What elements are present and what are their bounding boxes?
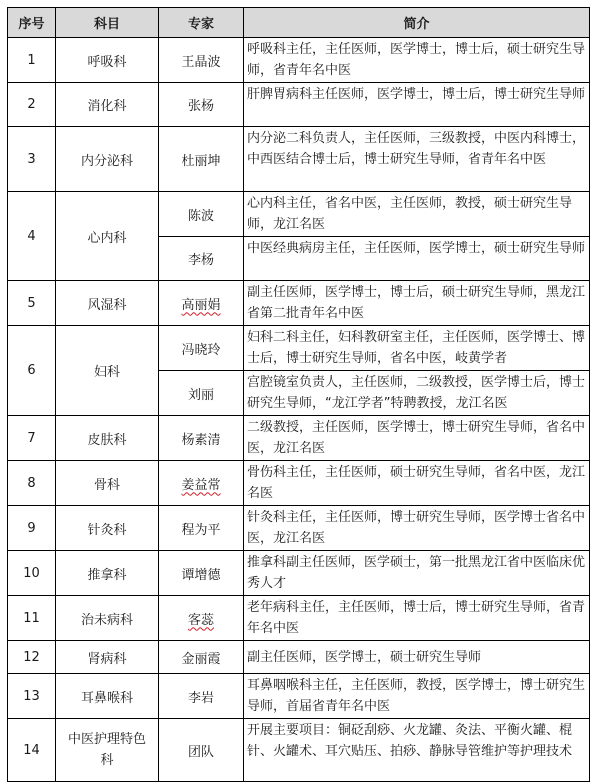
expert-cell: 陈波: [159, 192, 244, 237]
department-cell: 妇科: [56, 326, 159, 416]
expert-name: 高丽娟: [181, 297, 221, 313]
header-department: 科目: [56, 8, 159, 38]
expert-cell: [159, 596, 244, 641]
row-number: 5: [8, 281, 56, 326]
department-cell: 推拿科: [56, 551, 159, 596]
expert-name: 姜益常: [181, 477, 221, 493]
intro-cell: 耳鼻咽喉科主任，主任医师，教授，医学博士，博士研究生导师，首届省青年名中医: [244, 674, 590, 719]
expert-cell: 冯晓玲: [159, 326, 244, 371]
intro-cell: 副主任医师，医学博士，博士后，硕士研究生导师，黑龙江省第二批青年名中医: [244, 281, 590, 326]
intro-cell: 推拿科副主任医师，医学硕士，第一批黑龙江省中医临床优秀人才: [244, 551, 590, 596]
table-row: [8, 674, 590, 719]
table-row: [8, 596, 590, 641]
table-row: [8, 506, 590, 551]
intro-cell: 老年病科主任，主任医师，博士后，博士研究生导师，省青年名中医: [244, 596, 590, 641]
expert-cell: 团队: [159, 719, 244, 782]
row-number: 2: [8, 83, 56, 127]
row-number: 4: [8, 192, 56, 281]
expert-cell: 杜丽坤: [159, 127, 244, 192]
intro-cell: 副主任医师，医学博士，硕士研究生导师: [244, 641, 590, 674]
table-row: [8, 192, 590, 237]
row-number: 6: [8, 326, 56, 416]
department-cell: 中医护理特色科: [56, 719, 159, 782]
intro-cell: 开展主要项目：铜砭刮痧、火龙罐、灸法、平衡火罐、棍针、火罐术、耳穴贴压、拍痧、静脉导管维护等护理技术: [244, 719, 590, 782]
expert-cell: [159, 461, 244, 506]
row-number: 13: [8, 674, 56, 719]
expert-name: 客蕊: [187, 612, 214, 628]
table-row: [8, 641, 590, 674]
row-number: 10: [8, 551, 56, 596]
table-row: [8, 281, 590, 326]
expert-cell: 杨素清: [159, 416, 244, 461]
row-number: 12: [8, 641, 56, 674]
department-cell: 皮肤科: [56, 416, 159, 461]
department-cell: 耳鼻喉科: [56, 674, 159, 719]
intro-cell: 宫腔镜室负责人，主任医师，二级教授，医学博士后，博士研究生导师，“龙江学者”特聘教授，龙江名医: [244, 371, 590, 416]
row-number: 11: [8, 596, 56, 641]
row-number: 1: [8, 38, 56, 83]
header-number: 序号: [8, 8, 56, 38]
department-cell: 骨科: [56, 461, 159, 506]
expert-cell: [159, 281, 244, 326]
table-row: [8, 551, 590, 596]
department-cell: 消化科: [56, 83, 159, 127]
department-cell: 呼吸科: [56, 38, 159, 83]
intro-cell: 针灸科主任，主任医师，博士研究生导师，医学博士省名中医，龙江名医: [244, 506, 590, 551]
row-number: 8: [8, 461, 56, 506]
department-cell: 肾病科: [56, 641, 159, 674]
table-row: [8, 719, 590, 782]
header-introduction: 简介: [244, 8, 590, 38]
table-row: [8, 127, 590, 192]
department-cell: 治未病科: [56, 596, 159, 641]
table-row: [8, 461, 590, 506]
row-number: 7: [8, 416, 56, 461]
expert-cell: 王晶波: [159, 38, 244, 83]
expert-cell: 张杨: [159, 83, 244, 127]
table-row: [8, 416, 590, 461]
row-number: 14: [8, 719, 56, 782]
expert-cell: 李岩: [159, 674, 244, 719]
department-cell: 针灸科: [56, 506, 159, 551]
intro-cell: 骨伤科主任，主任医师，硕士研究生导师，省名中医，龙江名医: [244, 461, 590, 506]
table-row: [8, 38, 590, 83]
department-cell: 风湿科: [56, 281, 159, 326]
table-row: [8, 83, 590, 127]
expert-cell: 程为平: [159, 506, 244, 551]
header-expert: 专家: [159, 8, 244, 38]
expert-table: [7, 7, 590, 782]
intro-cell: 妇科二科主任，妇科教研室主任，主任医师，医学博士、博士后，博士研究生导师，省名中医，岐黄学者: [244, 326, 590, 371]
row-number: 3: [8, 127, 56, 192]
intro-cell: 二级教授，主任医师，医学博士，博士研究生导师，省名中医，龙江名医: [244, 416, 590, 461]
intro-cell: 心内科主任，省名中医，主任医师，教授，硕士研究生导师，龙江名医: [244, 192, 590, 237]
expert-cell: 李杨: [159, 237, 244, 281]
expert-cell: 金丽霞: [159, 641, 244, 674]
expert-cell: 刘丽: [159, 371, 244, 416]
department-cell: 内分泌科: [56, 127, 159, 192]
expert-cell: 谭增德: [159, 551, 244, 596]
intro-cell: 中医经典病房主任，主任医师，医学博士，硕士研究生导师: [244, 237, 590, 281]
intro-cell: 呼吸科主任，主任医师，医学博士，博士后，硕士研究生导师，省青年名中医: [244, 38, 590, 83]
table-row: [8, 326, 590, 371]
intro-cell: 肝脾胃病科主任医师，医学博士，博士后，博士研究生导师: [244, 83, 590, 127]
row-number: 9: [8, 506, 56, 551]
table-header-row: [8, 8, 590, 38]
intro-cell: 内分泌二科负责人，主任医师，三级教授，中医内科博士，中西医结合博士后，博士研究生导师，省青年名中医: [244, 127, 590, 192]
department-cell: 心内科: [56, 192, 159, 281]
